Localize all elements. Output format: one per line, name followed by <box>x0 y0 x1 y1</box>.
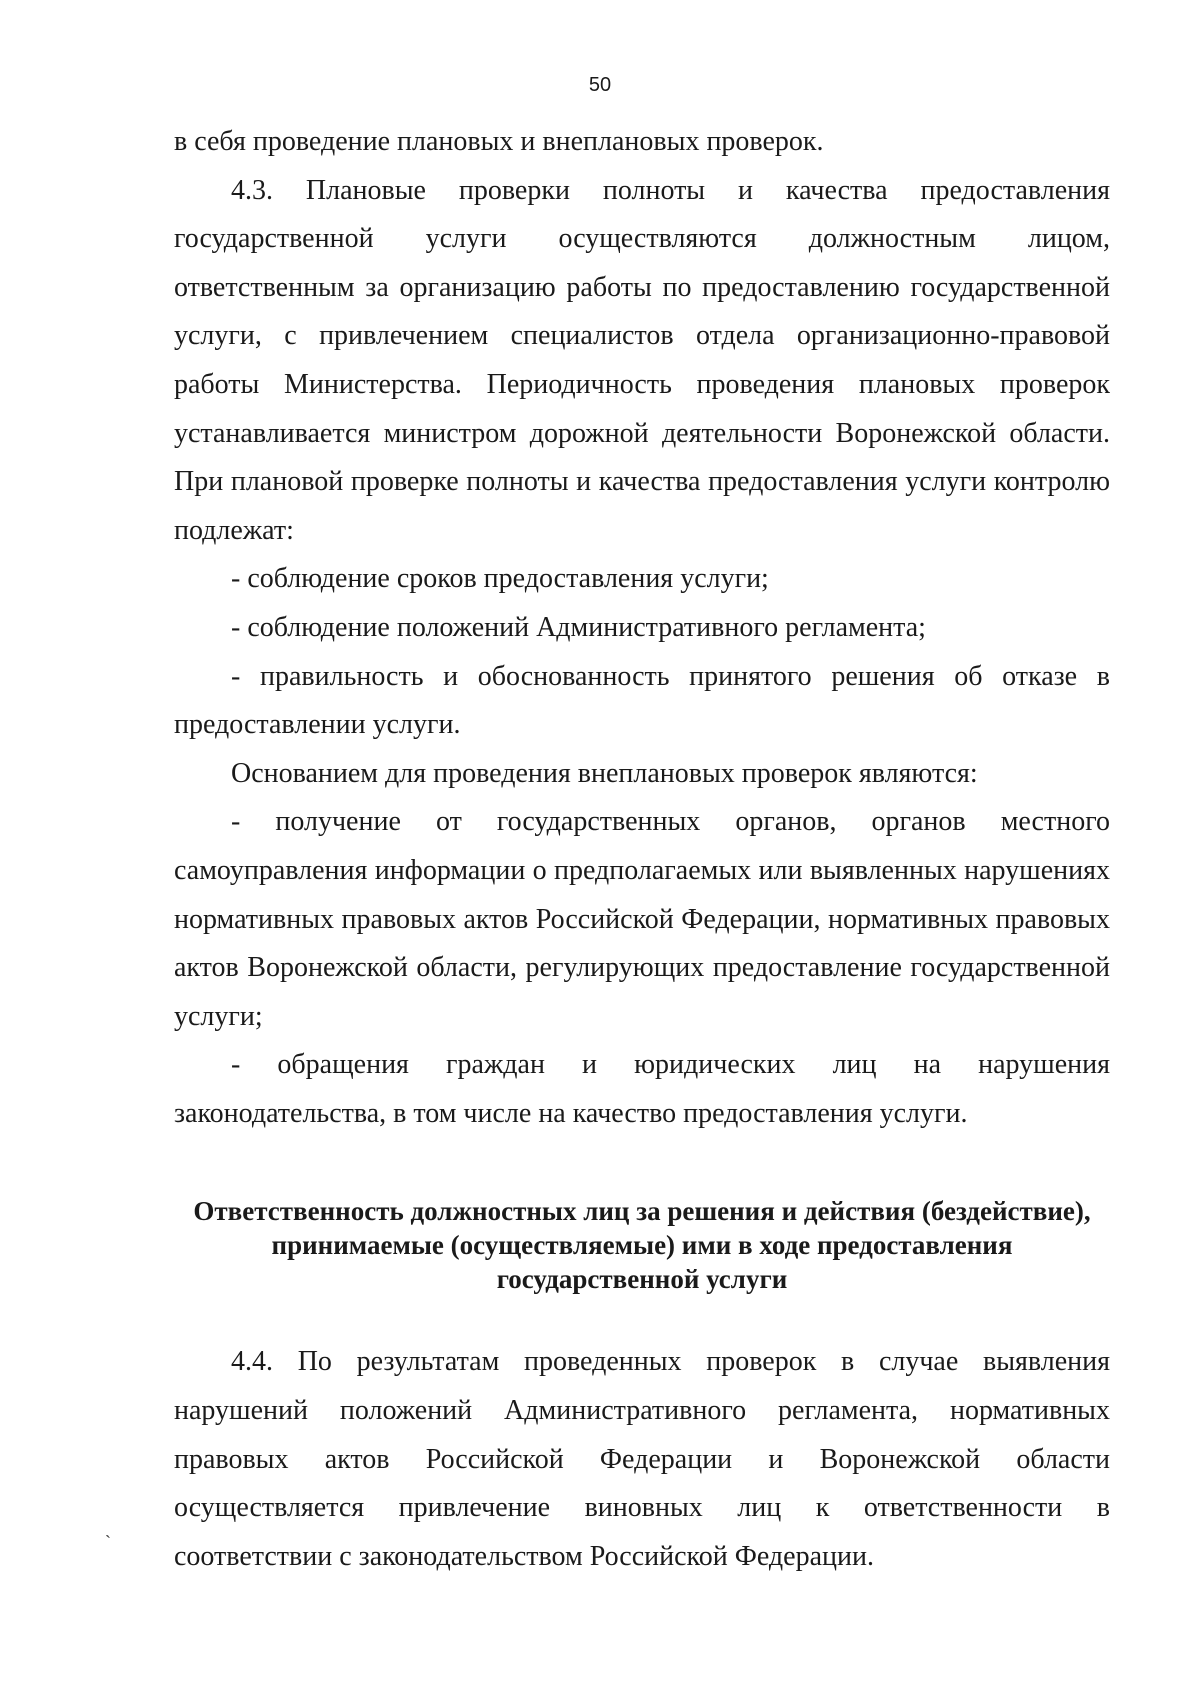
heading-line-3: государственной услуги <box>496 1264 788 1295</box>
paragraph-4-4: 4.4. По результатам проведенных проверок в случае выявления нарушений положений Административного регламента, нормативных правовых актов Российской Федерации и Воронежской области осуществляется привлечение виновных лиц к ответственности в соответствии с законодательством Российской Федерации. <box>174 1346 1110 1572</box>
paragraph-unplanned-grounds: Основанием для проведения внеплановых проверок являются: <box>231 757 978 789</box>
list-item-regulation: - соблюдение положений Административного регламента; <box>231 611 926 643</box>
page-number: 50 <box>588 74 612 96</box>
paragraph-continuation: в себя проведение плановых и внеплановых проверок. <box>174 126 824 157</box>
margin-mark: ˎ <box>105 1518 111 1538</box>
heading-line-2: принимаемые (осуществляемые) ими в ходе предоставления <box>271 1230 1013 1261</box>
paragraph-4-3: 4.3. Плановые проверки полноты и качества предоставления государственной услуги осуществляются должностным лицом, ответственным за организацию работы по предоставлению государственной услуги, с привлечением специалистов отдела организационно-правовой работы Министерства. Периодичность проведения плановых проверок устанавливается министром дорожной деятельности Воронежской области. При плановой проверке полноты и качества предоставления услуги контролю подлежат: <box>174 174 1110 546</box>
section-heading <box>174 1194 1110 1296</box>
list-item-deadlines: - соблюдение сроков предоставления услуги; <box>231 563 769 595</box>
list-item-refusal: - правильность и обоснованность принятого решения об отказе в предоставлении услуги. <box>174 660 1110 741</box>
list-item-citizen-appeals: - обращения граждан и юридических лиц на нарушения законодательства, в том числе на качество предоставления услуги. <box>174 1049 1110 1129</box>
document-body <box>174 118 1110 1581</box>
heading-line-1: Ответственность должностных лиц за решения и действия (бездействие), <box>193 1196 1091 1227</box>
list-item-authorities-info: - получение от государственных органов, органов местного самоуправления информации о предполагаемых или выявленных нарушениях нормативных правовых актов Российской Федерации, нормативных правовых актов Воронежской области, регулирующих предоставление государственной услуги; <box>174 806 1110 1032</box>
